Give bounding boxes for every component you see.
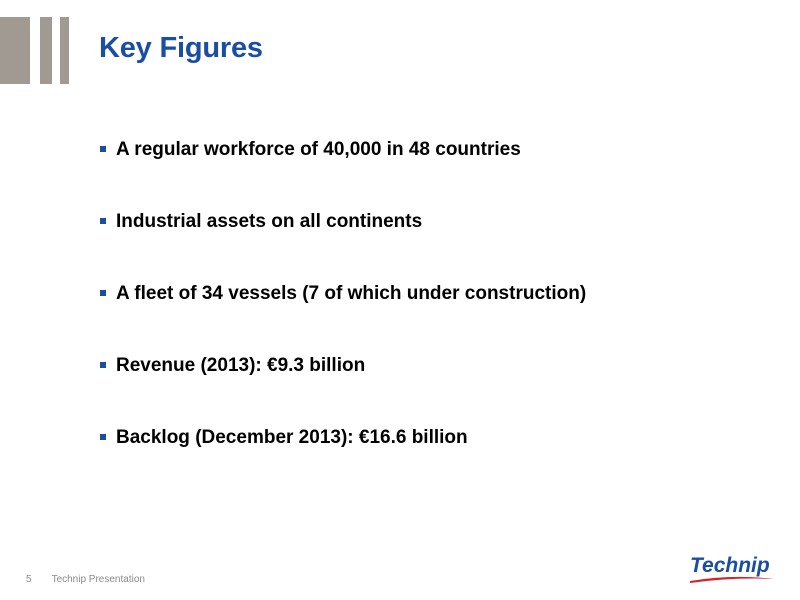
bullet-square-icon	[100, 218, 106, 224]
bullet-item	[100, 354, 760, 426]
page-number: 5	[26, 574, 32, 585]
decorative-bar	[60, 17, 69, 84]
decorative-bars	[0, 17, 70, 84]
bullet-item	[100, 210, 760, 282]
bullet-square-icon	[100, 290, 106, 296]
bullet-square-icon	[100, 362, 106, 368]
technip-logo	[688, 548, 778, 588]
bullet-item	[100, 426, 760, 498]
bullet-list	[100, 138, 760, 498]
bullet-text: Revenue (2013): €9.3 billion	[116, 355, 366, 376]
bullet-item	[100, 282, 760, 354]
slide-footer	[26, 574, 145, 585]
bullet-text: A fleet of 34 vessels (7 of which under construction)	[116, 283, 587, 304]
bullet-square-icon	[100, 146, 106, 152]
decorative-bar	[40, 17, 52, 84]
logo-swoosh	[690, 577, 774, 583]
bullet-square-icon	[100, 434, 106, 440]
bullet-text: Backlog (December 2013): €16.6 billion	[116, 427, 468, 448]
bullet-text: A regular workforce of 40,000 in 48 countries	[116, 139, 521, 160]
footer-label: Technip Presentation	[51, 574, 145, 585]
slide-title: Key Figures	[99, 32, 263, 64]
bullet-text: Industrial assets on all continents	[116, 211, 423, 232]
decorative-bar	[0, 17, 30, 84]
bullet-item	[100, 138, 760, 210]
logo-text: Technip	[690, 554, 770, 577]
